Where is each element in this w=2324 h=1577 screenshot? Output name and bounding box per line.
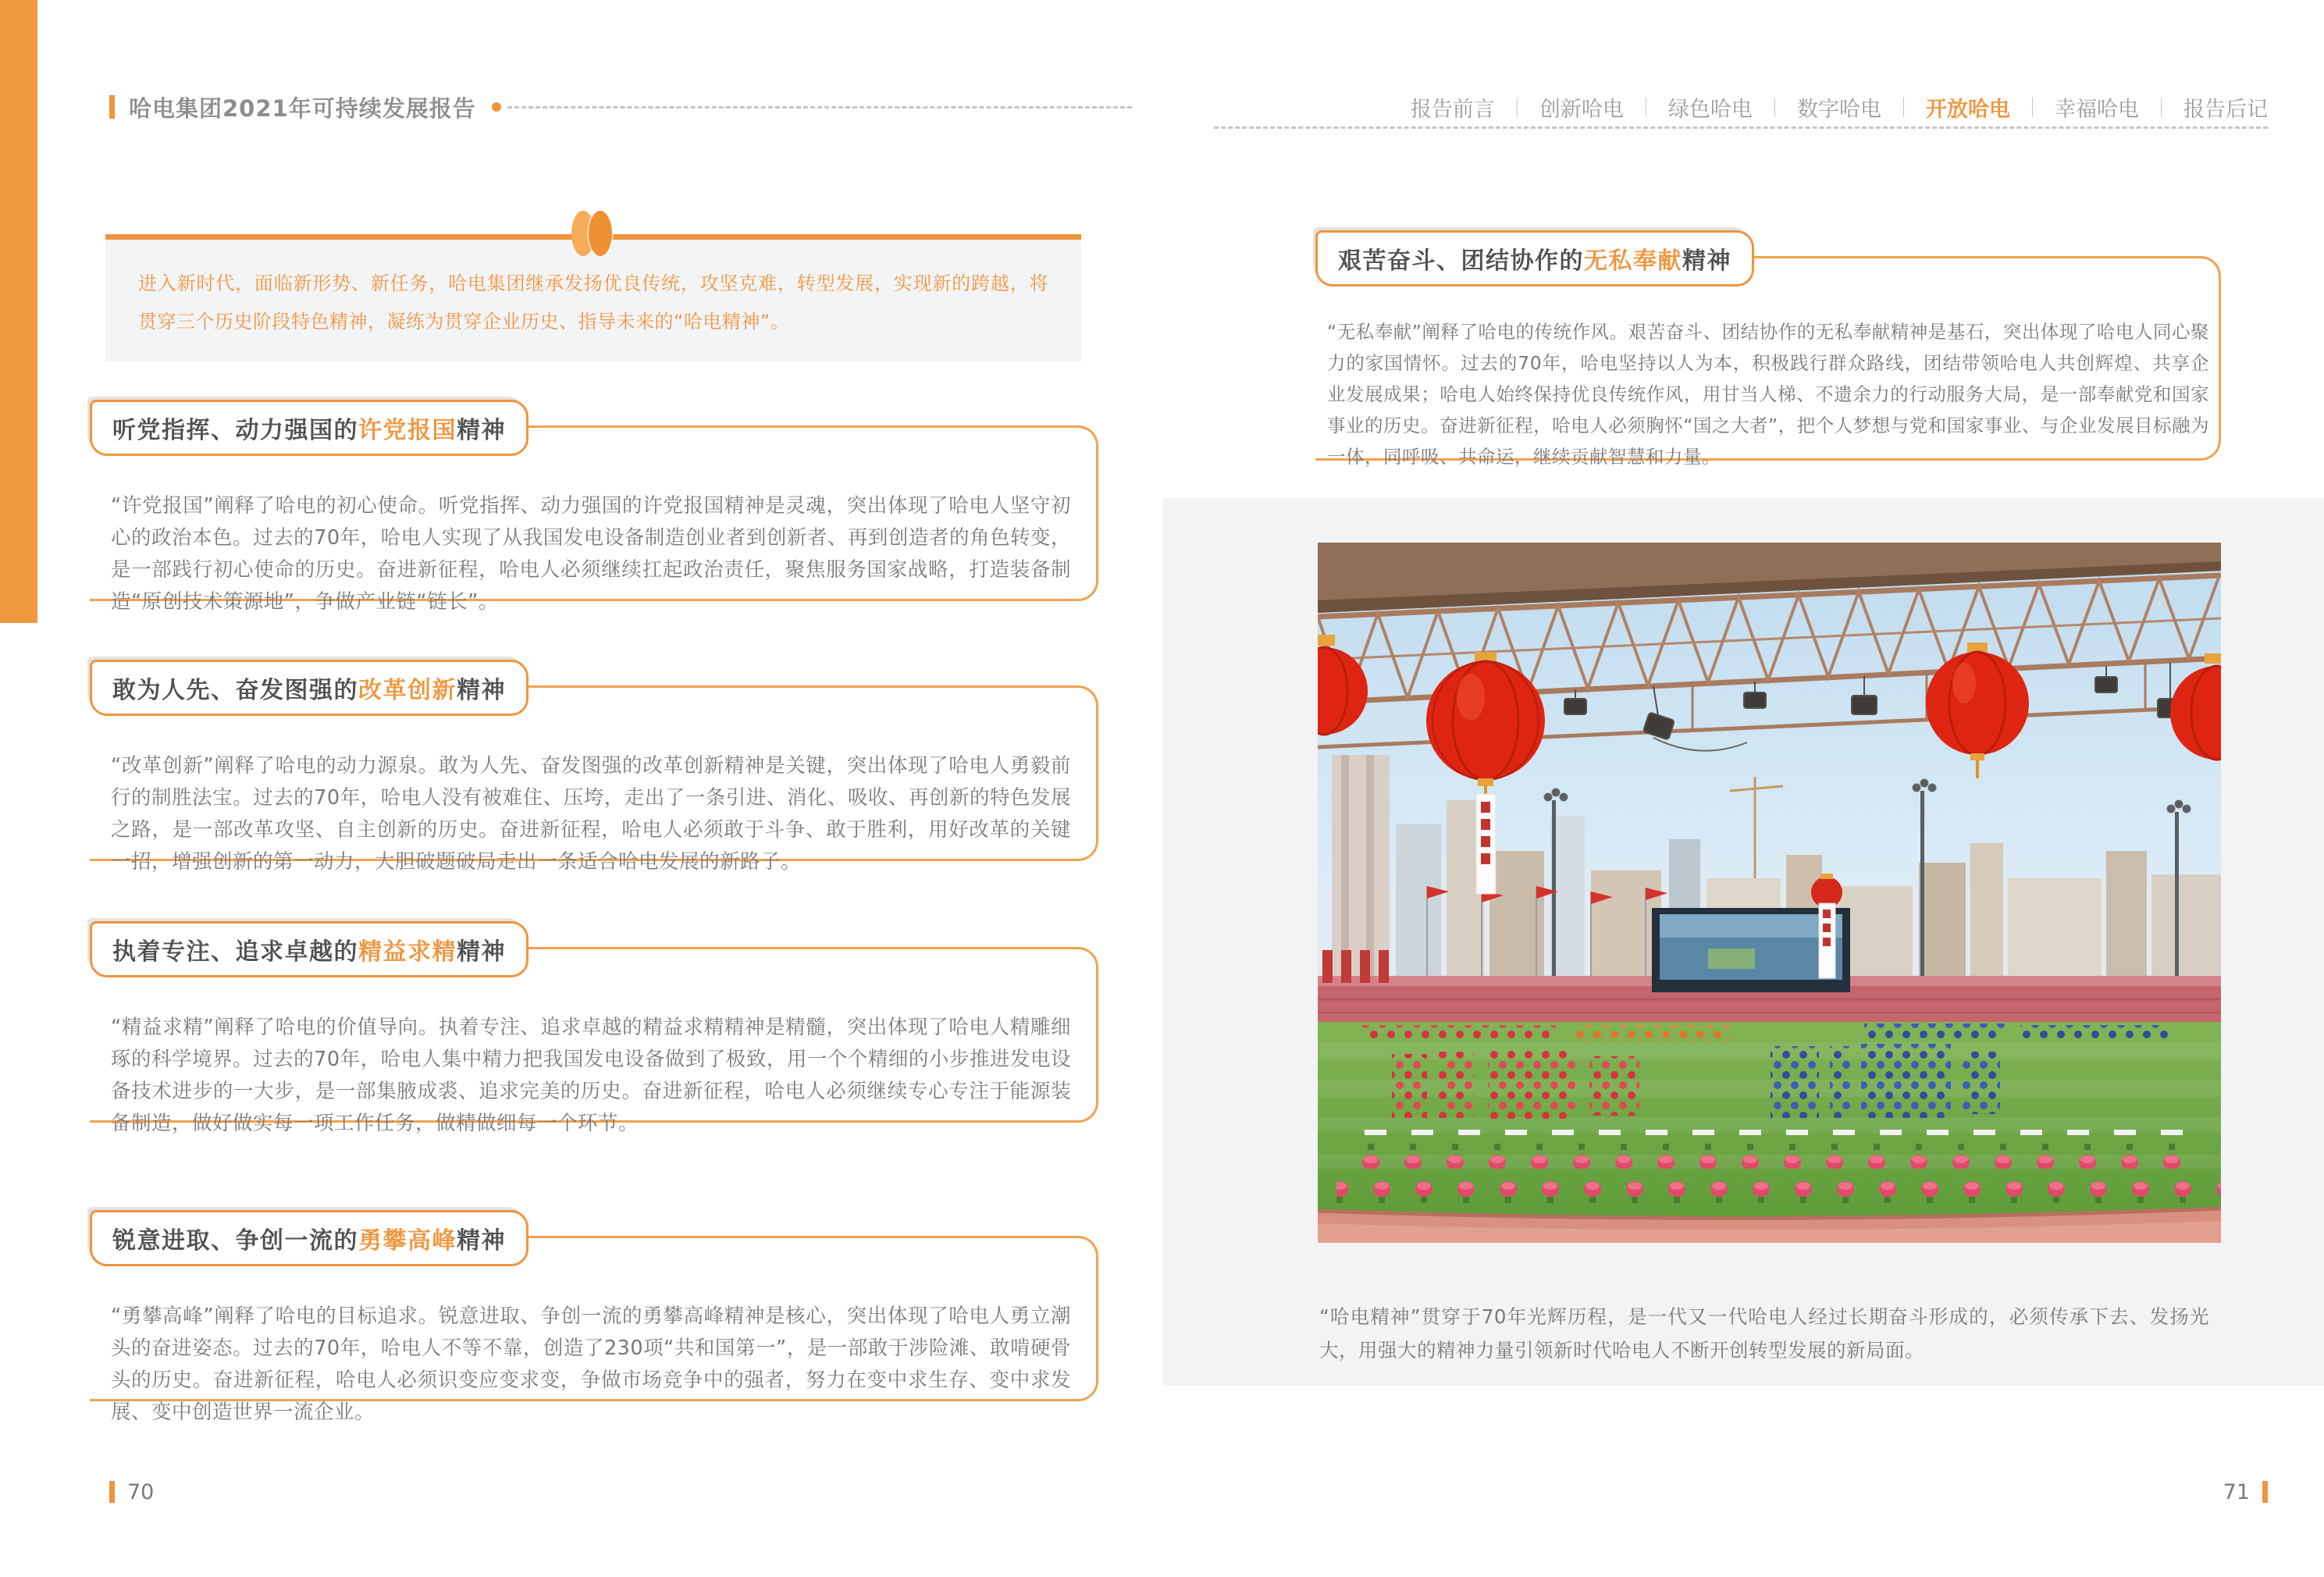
section-title: 听党指挥、动力强国的 许党报国 精神 xyxy=(90,400,529,456)
spirit-section-4 xyxy=(90,1210,1098,1424)
nav-item-open-active[interactable]: 开放哈电 xyxy=(1925,97,2010,122)
white-markers xyxy=(1349,1130,2192,1136)
nav-separator: ｜ xyxy=(1764,97,1785,119)
nav-separator: ｜ xyxy=(1507,97,1527,119)
spirit-section-2 xyxy=(90,660,1098,874)
section-body: “勇攀高峰”阐释了哈电的目标追求。锐意进取、争创一流的勇攀高峰精神是核心，突出体现了哈电人勇立潮头的奋进姿态。过去的70年，哈电人不等不靠，创造了230项“共和国第一”，是一部敢于涉险滩、敢啃硬骨头的历史。奋进新征程，哈电人必须识变应变求变，争做市场竞争中的强者，努力在变中求生存、变中求发展、变中创造世界一流企业。 xyxy=(111,1304,1071,1424)
header-tick-icon xyxy=(109,95,115,119)
pageno-value: 71 xyxy=(2223,1479,2250,1504)
dot-icon xyxy=(492,102,501,112)
section-title: 锐意进取、争创一流的 勇攀高峰 精神 xyxy=(90,1210,529,1266)
stadium-photo-illustration xyxy=(1318,543,2221,1243)
section-body: “精益求精”阐释了哈电的价值导向。执着专注、追求卓越的精益求精精神是精髓，突出体现了哈电人精雕细琢的科学境界。过去的70年，哈电人集中精力把我国发电设备做到了极致，用一个个精细的小步推进发电设备技术进步的一大步，是一部集腋成裘、追求完美的历史。奋进新征程，哈电人必须继续专心专注于能源装备制造，做好做实每一项工作任务，做精做细每一个环节。 xyxy=(111,1015,1071,1135)
nav-separator: ｜ xyxy=(1893,97,1913,119)
spirit-section-5 xyxy=(1315,230,2221,468)
header-dashed-rule-left xyxy=(507,106,1132,109)
double-ring-icon xyxy=(570,211,617,258)
chapter-nav xyxy=(1411,92,2268,122)
stadium-photo xyxy=(1318,543,2221,1243)
pageno-tick-icon xyxy=(109,1481,115,1503)
intro-box xyxy=(105,234,1081,361)
header-dashed-rule-right xyxy=(1214,126,2268,129)
nav-separator: ｜ xyxy=(1635,97,1656,119)
section-title: 艰苦奋斗、团结协作的 无私奉献 精神 xyxy=(1315,230,1754,287)
intro-text: 进入新时代，面临新形势、新任务，哈电集团继承发扬优良传统，攻坚克难，转型发展，实现新的跨越，将贯穿三个历史阶段特色精神，凝练为贯穿企业历史、指导未来的“哈电精神”。 xyxy=(138,272,1048,333)
report-title: 哈电集团2021年可持续发展报告 xyxy=(129,94,476,122)
section-body: “无私奉献”阐释了哈电的传统作风。艰苦奋斗、团结协作的无私奉献精神是基石，突出体现了哈电人同心聚力的家国情怀。过去的70年，哈电坚持以人为本，积极践行群众路线，团结带领哈电人共创辉煌、共享企业发展成果；哈电人始终保持优良传统作风，用甘当人梯、不遗余力的行动服务大局，是一部奉献党和国家事业的历史。奋进新征程，哈电人必须胸怀“国之大者”，把个人梦想与党和国家事业、与企业发展目标融为一体，同呼吸、共命运，继续贡献智慧和力量。 xyxy=(1327,320,2209,468)
nav-separator: ｜ xyxy=(2022,97,2042,119)
nav-item-preface[interactable]: 报告前言 xyxy=(1410,97,1495,122)
photo-caption: “哈电精神”贯穿于70年光辉历程，是一代又一代哈电人经过长期奋斗形成的，必须传承下去、发扬光大，用强大的精神力量引领新时代哈电人不断开创转型发展的新局面。 xyxy=(1319,1305,2209,1362)
pageno-tick-icon xyxy=(2262,1481,2268,1503)
left-accent-bar xyxy=(0,0,37,623)
section-title: 敢为人先、奋发图强的 改革创新 精神 xyxy=(90,660,529,716)
header-left xyxy=(109,92,1132,122)
spirit-section-3 xyxy=(90,921,1098,1135)
performers-blue-formation xyxy=(1771,1044,2000,1118)
section-title: 执着专注、追求卓越的 精益求精 精神 xyxy=(90,921,529,977)
nav-separator: ｜ xyxy=(2151,97,2171,119)
nav-item-green[interactable]: 绿色哈电 xyxy=(1667,97,1753,122)
section-body: “改革创新”阐释了哈电的动力源泉。敢为人先、奋发图强的改革创新精神是关键，突出体现了哈电人勇毅前行的制胜法宝。过去的70年，哈电人没有被难住、压垮，走出了一条引进、消化、吸收、再创新的特色发展之路，是一部改革攻坚、自主创新的历史。奋进新征程，哈电人必须敢于斗争、敢于胜利，用好改革的关键一招，增强创新的第一动力，大胆破题破局走出一条适合哈电发展的新路子。 xyxy=(111,753,1071,874)
nav-item-happy[interactable]: 幸福哈电 xyxy=(2054,97,2139,122)
spirit-section-1 xyxy=(90,400,1098,614)
nav-item-innovation[interactable]: 创新哈电 xyxy=(1539,97,1624,122)
pageno-value: 70 xyxy=(127,1479,155,1504)
nav-item-digital[interactable]: 数字哈电 xyxy=(1796,97,1881,122)
page-number-left xyxy=(109,1479,154,1504)
photo-panel xyxy=(1163,498,2324,1386)
section-body: “许党报国”阐释了哈电的初心使命。听党指挥、动力强国的许党报国精神是灵魂，突出体现了哈电人坚守初心的政治本色。过去的70年，哈电人实现了从我国发电设备制造创业者到创新者、再到创造者的角色转变，是一部践行初心使命的历史。奋进新征程，哈电人必须继续扛起政治责任，聚焦服务国家战略，打造装备制造“原创技术策源地”，争做产业链“链长”。 xyxy=(111,493,1071,614)
nav-item-postscript[interactable]: 报告后记 xyxy=(2183,97,2268,122)
page-number-right xyxy=(2223,1479,2268,1504)
